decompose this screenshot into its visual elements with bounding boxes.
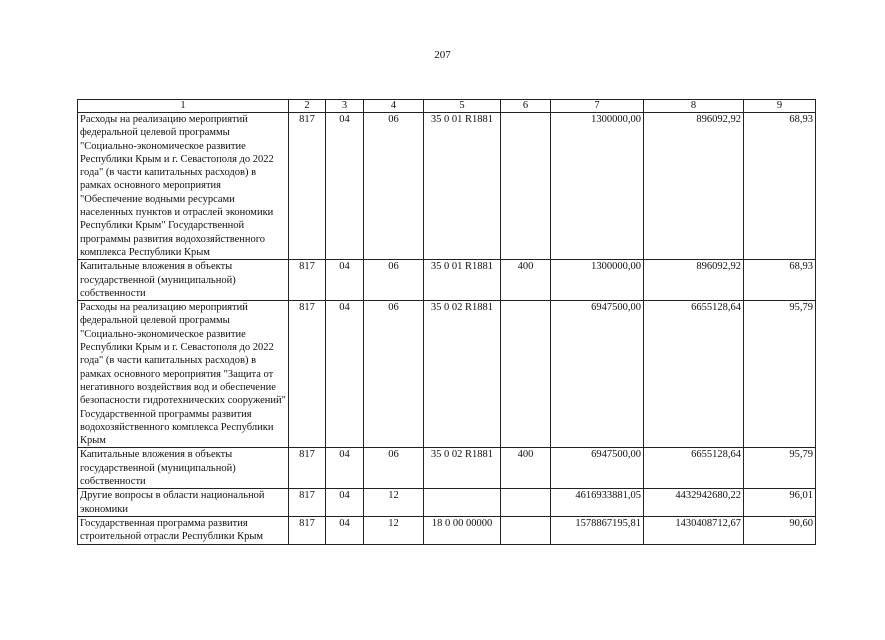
row-percent: 90,60	[744, 516, 816, 544]
row-code-subsection: 12	[364, 489, 424, 517]
row-code-expense-type: 400	[501, 448, 551, 489]
row-amount-executed: 6655128,64	[644, 301, 744, 448]
column-header-2: 2	[289, 100, 326, 113]
row-amount-executed: 4432942680,22	[644, 489, 744, 517]
row-code-ministry: 817	[289, 301, 326, 448]
column-header-5: 5	[424, 100, 501, 113]
row-percent: 95,79	[744, 448, 816, 489]
row-code-expense-type: 400	[501, 260, 551, 301]
row-code-ministry: 817	[289, 113, 326, 260]
row-amount-planned: 1578867195,81	[551, 516, 644, 544]
column-header-9: 9	[744, 100, 816, 113]
row-code-section: 04	[326, 301, 364, 448]
row-amount-planned: 1300000,00	[551, 113, 644, 260]
page-number: 207	[434, 49, 451, 61]
row-code-expense-type	[501, 113, 551, 260]
row-code-ministry: 817	[289, 260, 326, 301]
row-name: Капитальные вложения в объекты государственной (муниципальной) собственности	[78, 448, 289, 489]
column-header-1: 1	[78, 100, 289, 113]
row-code-subsection: 06	[364, 113, 424, 260]
table-row	[78, 301, 816, 448]
row-amount-executed: 896092,92	[644, 113, 744, 260]
row-name: Капитальные вложения в объекты государственной (муниципальной) собственности	[78, 260, 289, 301]
row-amount-planned: 6947500,00	[551, 301, 644, 448]
row-code-section: 04	[326, 113, 364, 260]
column-header-8: 8	[644, 100, 744, 113]
row-percent: 68,93	[744, 260, 816, 301]
row-code-ministry: 817	[289, 448, 326, 489]
column-header-4: 4	[364, 100, 424, 113]
budget-table	[77, 99, 816, 545]
row-code-target: 35 0 01 R1881	[424, 113, 501, 260]
row-name: Другие вопросы в области национальной экономики	[78, 489, 289, 517]
row-code-target: 18 0 00 00000	[424, 516, 501, 544]
row-code-subsection: 06	[364, 260, 424, 301]
row-amount-planned: 4616933881,05	[551, 489, 644, 517]
header-row	[78, 100, 816, 113]
row-amount-executed: 896092,92	[644, 260, 744, 301]
row-name: Расходы на реализацию мероприятий федеральной целевой программы "Социально-экономическое развитие Республики Крым и г. Севастополя до 2022 года" (в части капитальных расходов) в рамках основного мероприятия "Обеспечение водными ресурсами населенных пунктов и отраслей экономики Республики Крым" Государственной программы развития водохозяйственного комплекса Республики Крым	[78, 113, 289, 260]
row-code-ministry: 817	[289, 516, 326, 544]
row-code-target: 35 0 02 R1881	[424, 448, 501, 489]
table-row	[78, 516, 816, 544]
row-amount-executed: 1430408712,67	[644, 516, 744, 544]
row-code-section: 04	[326, 448, 364, 489]
row-percent: 95,79	[744, 301, 816, 448]
row-code-expense-type	[501, 301, 551, 448]
row-code-expense-type	[501, 489, 551, 517]
column-header-3: 3	[326, 100, 364, 113]
row-code-section: 04	[326, 489, 364, 517]
column-header-6: 6	[501, 100, 551, 113]
row-code-section: 04	[326, 260, 364, 301]
row-amount-executed: 6655128,64	[644, 448, 744, 489]
row-name: Расходы на реализацию мероприятий федеральной целевой программы "Социально-экономическое развитие Республики Крым и г. Севастополя до 2022 года" (в части капитальных расходов) в рамках основного мероприятия "Защита от негативного воздействия вод и обеспечение безопасности гидротехнических сооружений" Государственной программы развития водохозяйственного комплекса Республики Крым	[78, 301, 289, 448]
table-row	[78, 113, 816, 260]
row-percent: 68,93	[744, 113, 816, 260]
row-percent: 96,01	[744, 489, 816, 517]
row-code-target: 35 0 01 R1881	[424, 260, 501, 301]
row-amount-planned: 1300000,00	[551, 260, 644, 301]
row-name: Государственная программа развития строительной отрасли Республики Крым	[78, 516, 289, 544]
row-code-subsection: 06	[364, 448, 424, 489]
row-code-subsection: 12	[364, 516, 424, 544]
row-code-section: 04	[326, 516, 364, 544]
row-code-expense-type	[501, 516, 551, 544]
table-row	[78, 260, 816, 301]
column-header-7: 7	[551, 100, 644, 113]
table-row	[78, 489, 816, 517]
table-row	[78, 448, 816, 489]
row-code-ministry: 817	[289, 489, 326, 517]
row-code-target	[424, 489, 501, 517]
row-code-subsection: 06	[364, 301, 424, 448]
row-code-target: 35 0 02 R1881	[424, 301, 501, 448]
row-amount-planned: 6947500,00	[551, 448, 644, 489]
